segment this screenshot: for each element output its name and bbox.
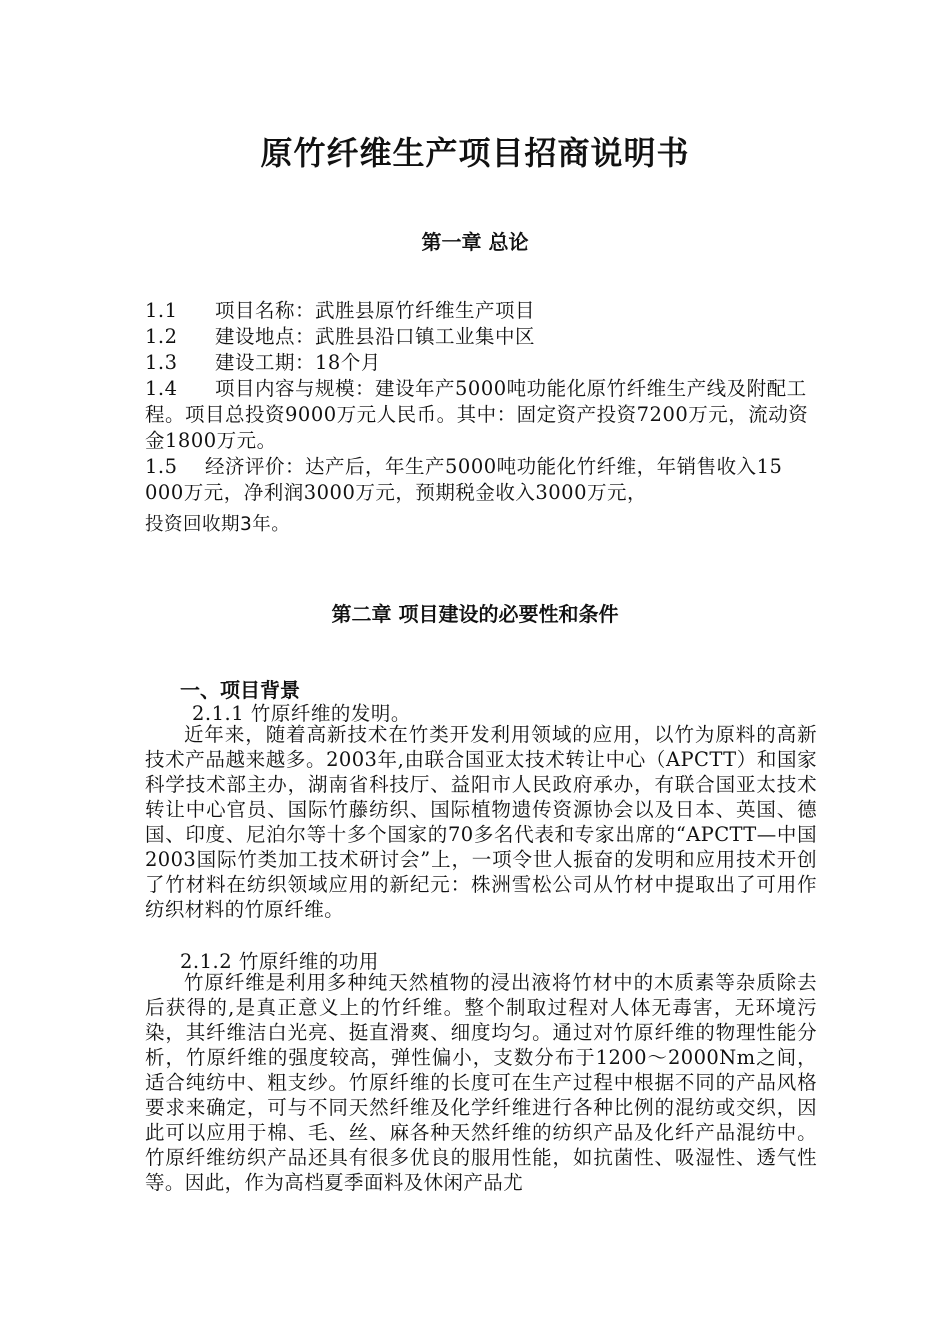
item-number: 1.5 <box>145 455 178 478</box>
subsection-2-1-1-title: 2.1.1 竹原纤维的发明。 <box>192 702 411 725</box>
item-number: 1.4 <box>145 377 178 400</box>
chapter-1-heading: 第一章 总论 <box>421 230 529 254</box>
document-title: 原竹纤维生产项目招商说明书 <box>260 134 690 172</box>
item-text: 项目内容与规模：建设年产5000吨功能化原竹纤维生产线及附配工程。项目总投资9000万元人民币。其中：固定资产投资7200万元，流动资金1800万元。 <box>145 377 809 452</box>
summary-closing-line: 投资回收期3年。 <box>145 514 291 535</box>
chapter-2-heading: 第二章 项目建设的必要性和条件 <box>331 602 619 626</box>
item-text: 经济评价：达产后，年生产5000吨功能化竹纤维，年销售收入15 000万元，净利润3000万元，预期税金收入3000万元， <box>145 455 783 504</box>
summary-item-5 <box>145 454 815 506</box>
item-text: 建设地点：武胜县沿口镇工业集中区 <box>215 325 536 348</box>
summary-item-2 <box>145 324 815 350</box>
chapter-1-summary <box>145 298 815 538</box>
item-text: 建设工期：18个月 <box>215 351 381 374</box>
summary-item-1 <box>145 298 815 324</box>
summary-item-4 <box>145 376 815 454</box>
item-number: 1.2 <box>145 325 178 348</box>
item-number: 1.3 <box>145 351 178 374</box>
subsection-2-1-1-body: 近年来，随着高新技术在竹类开发利用领域的应用，以竹为原料的高新技术产品越来越多。2003年,由联合国亚太技术转让中心（APCTT）和国家科学技术部主办，湖南省科技厅、益阳市人民政府承办，有联合国亚太技术转让中心官员、国际竹藤纺织、国际植物遗传资源协会以及日本、英国、德国、印度、尼泊尔等十多个国家的70多名代表和专家出席的“APCTT—中国2003国际竹类加工技术研讨会”上，一项令世人振奋的发明和应用技术开创了竹材料在纺织领域应用的新纪元：株洲雪松公司从竹材中提取出了可用作纺织材料的竹原纤维。 <box>145 723 817 921</box>
section-heading: 一、项目背景 <box>180 678 300 702</box>
item-number: 1.1 <box>145 299 178 322</box>
summary-item-3 <box>145 350 815 376</box>
item-text: 项目名称：武胜县原竹纤维生产项目 <box>215 299 536 322</box>
subsection-2-1-2-title: 2.1.2 竹原纤维的功用 <box>180 950 379 973</box>
subsection-2-1-2-body: 竹原纤维是利用多种纯天然植物的浸出液将竹材中的木质素等杂质除去后获得的,是真正意义上的竹纤维。整个制取过程对人体无毒害，无环境污染，其纤维洁白光亮、挺直滑爽、细度均匀。通过对竹原纤维的物理性能分析，竹原纤维的强度较高，弹性偏小，支数分布于1200～2000Nm之间，适合纯纺中、粗支纱。竹原纤维的长度可在生产过程中根据不同的产品风格要求来确定，可与不同天然纤维及化学纤维进行各种比例的混纺或交织，因此可以应用于棉、毛、丝、麻各种天然纤维的纺织产品及化纤产品混纺中。竹原纤维纺织产品还具有很多优良的服用性能，如抗菌性、吸湿性、透气性等。因此，作为高档夏季面料及休闲产品尤 <box>145 971 817 1194</box>
